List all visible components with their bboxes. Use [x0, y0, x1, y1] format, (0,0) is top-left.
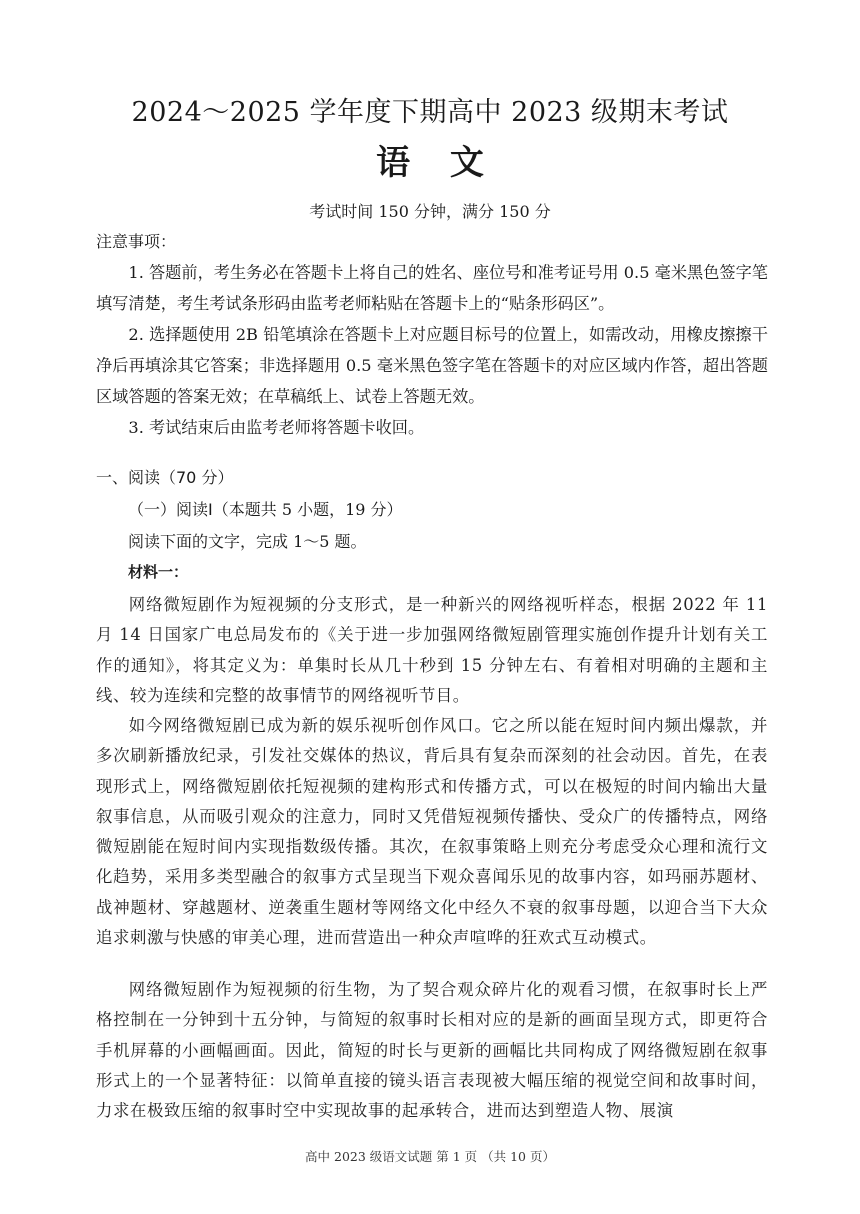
exam-time-info: 考试时间 150 分钟，满分 150 分	[309, 202, 551, 221]
notice-item-3: 3. 考试结束后由监考老师将答题卡收回。	[128, 418, 425, 437]
material-paragraph-2: 如今网络微短剧已成为新的娱乐视听创作风口。它之所以能在短时间内频出爆款，并多次刷新播放纪录，引发社交媒体的热议，背后具有复杂而深刻的社会动因。首先，在表现形式上，网络微短剧依托短视频的建构形式和传播方式，可以在极短的时间内输出大量叙事信息，从而吸引观众的注意力，同时又凭借短视频传播快、受众广的传播特点，网络微短剧能在短时间内实现指数级传播。其次，在叙事策略上则充分考虑受众心理和流行文化趋势，采用多类型融合的叙事方式呈现当下观众喜闻乐见的故事内容，如玛丽苏题材、战神题材、穿越题材、逆袭重生题材等网络文化中经久不衰的叙事母题，以迎合当下大众追求刺激与快感的审美心理，进而营造出一种众声喧哗的狂欢式互动模式。	[96, 716, 768, 948]
page-footer: 高中 2023 级语文试题 第 1 页 （共 10 页）	[305, 1149, 555, 1164]
notice-item-1: 1. 答题前，考生务必在答题卡上将自己的姓名、座位号和准考证号用 0.5 毫米黑色签字笔填写清楚，考生考试条形码由监考老师粘贴在答题卡上的“贴条形码区”。	[96, 263, 768, 313]
notice-item-2: 2. 选择题使用 2B 铅笔填涂在答题卡上对应题目标号的位置上，如需改动，用橡皮擦擦干净后再填涂其它答案；非选择题用 0.5 毫米黑色签字笔在答题卡的对应区域内作答，超出答题区域答题的答案无效；在草稿纸上、试卷上答题无效。	[96, 325, 768, 406]
notice-heading: 注意事项：	[96, 232, 177, 251]
subject-title: 语 文	[376, 143, 498, 183]
material-paragraph-1: 网络微短剧作为短视频的分支形式，是一种新兴的网络视听样态，根据 2022 年 11 月 14 日国家广电总局发布的《关于进一步加强网络微短剧管理实施创作提升计划有关工作的通知》，将其定义为：单集时长从几十秒到 15 分钟左右、有着相对明确的主题和主线、较为连续和完整的故事情节的网络视听节目。	[96, 595, 768, 705]
sub-section-heading	[128, 498, 403, 522]
material-paragraph-3: 网络微短剧作为短视频的衍生物，为了契合观众碎片化的观看习惯，在叙事时长上严格控制在一分钟到十五分钟，与简短的叙事时长相对应的是新的画面呈现方式，即更符合手机屏幕的小画幅画面。因此，简短的时长与更新的画幅比共同构成了网络微短剧在叙事形式上的一个显著特征：以简单直接的镜头语言表现被大幅压缩的视觉空间和故事时间，力求在极致压缩的叙事时空中实现故事的起承转合，进而达到塑造人物、展演	[96, 980, 768, 1121]
section-heading: 一、阅读（70 分）	[96, 468, 234, 487]
exam-title: 2024～2025 学年度下期高中 2023 级期末考试	[131, 97, 729, 128]
material-heading: 材料一：	[128, 563, 189, 581]
sub-section-label: （一）阅读Ⅰ	[128, 500, 213, 519]
reading-instruction: 阅读下面的文字，完成 1～5 题。	[128, 532, 367, 551]
sub-section-detail: （本题共 5 小题，19 分）	[212, 500, 403, 519]
